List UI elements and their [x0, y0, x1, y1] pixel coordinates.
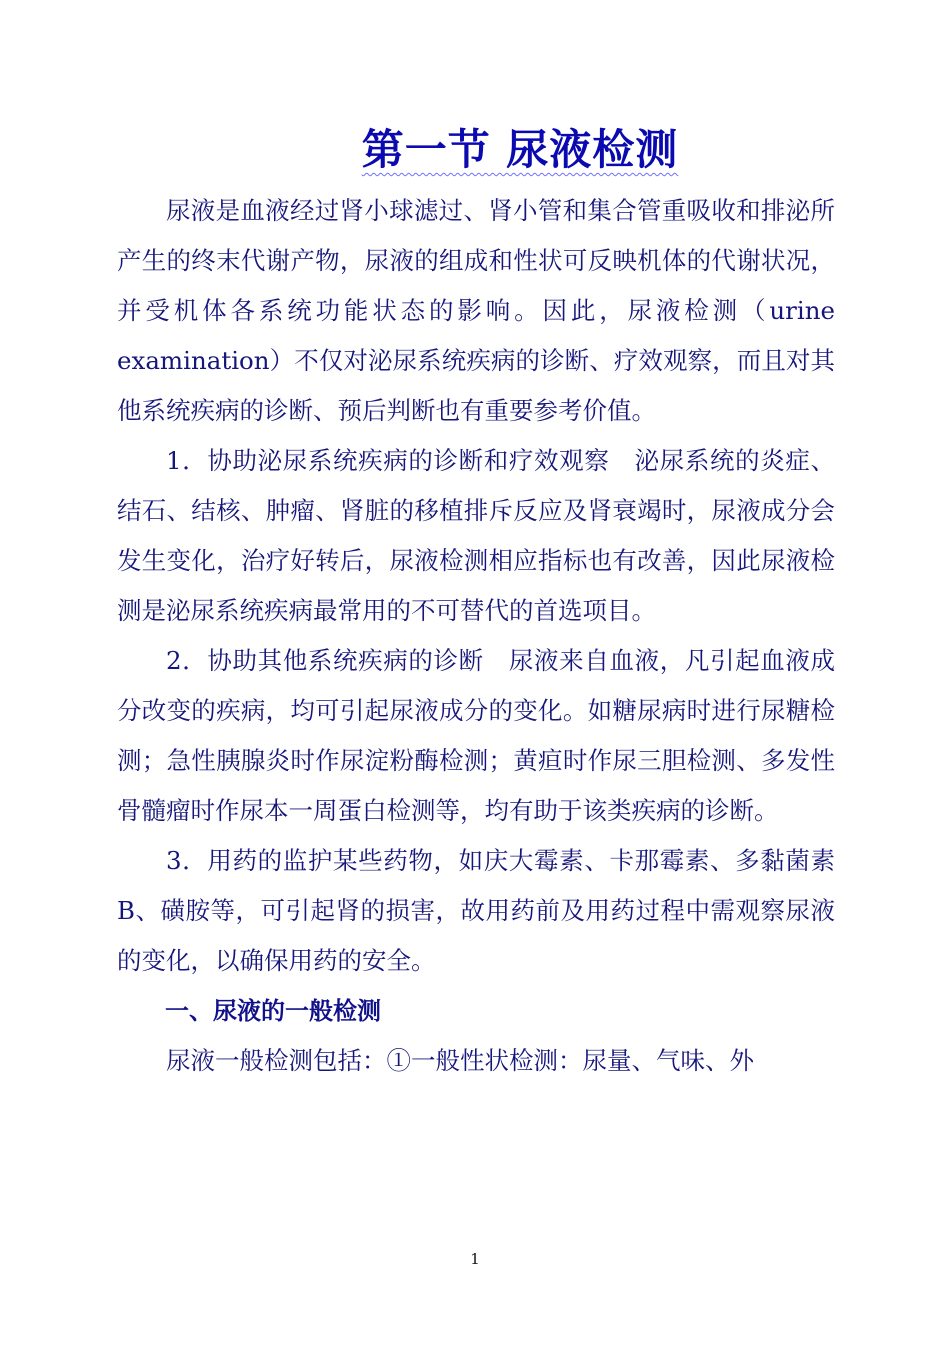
- page-title: 第一节 尿液检测: [361, 125, 679, 174]
- paragraph-intro: 尿液是血液经过肾小球滤过、肾小管和集合管重吸收和排泌所产生的终末代谢产物，尿液的组成和性状可反映机体的代谢状况，并受机体各系统功能状态的影响。因此，尿液检测（urine examination）不仅对泌尿系统疾病的诊断、疗效观察，而且对其他系统疾病的诊断、预后判断也有重要参考价值。: [117, 196, 835, 425]
- paragraph-item-2: 2．协助其他系统疾病的诊断 尿液来自血液，凡引起血液成分改变的疾病，均可引起尿液成分的变化。如糖尿病时进行尿糖检测；急性胰腺炎时作尿淀粉酶检测；黄疸时作尿三胆检测、多发性骨髓瘤时作尿本一周蛋白检测等，均有助于该类疾病的诊断。: [117, 646, 835, 825]
- paragraph-general-tests: 尿液一般检测包括：①一般性状检测：尿量、气味、外: [166, 1046, 754, 1075]
- page-number: 1: [470, 1250, 480, 1268]
- paragraph-item-3: 3．用药的监护某些药物，如庆大霉素、卡那霉素、多黏菌素 B、磺胺等，可引起肾的损害，故用药前及用药过程中需观察尿液的变化，以确保用药的安全。: [117, 846, 835, 975]
- section-heading: 一、尿液的一般检测: [165, 997, 381, 1025]
- paragraph-item-1: 1．协助泌尿系统疾病的诊断和疗效观察 泌尿系统的炎症、结石、结核、肿瘤、肾脏的移植排斥反应及肾衰竭时，尿液成分会发生变化，治疗好转后，尿液检测相应指标也有改善，因此尿液检测是泌尿系统疾病最常用的不可替代的首选项目。: [117, 446, 835, 625]
- document-body: [117, 186, 835, 1086]
